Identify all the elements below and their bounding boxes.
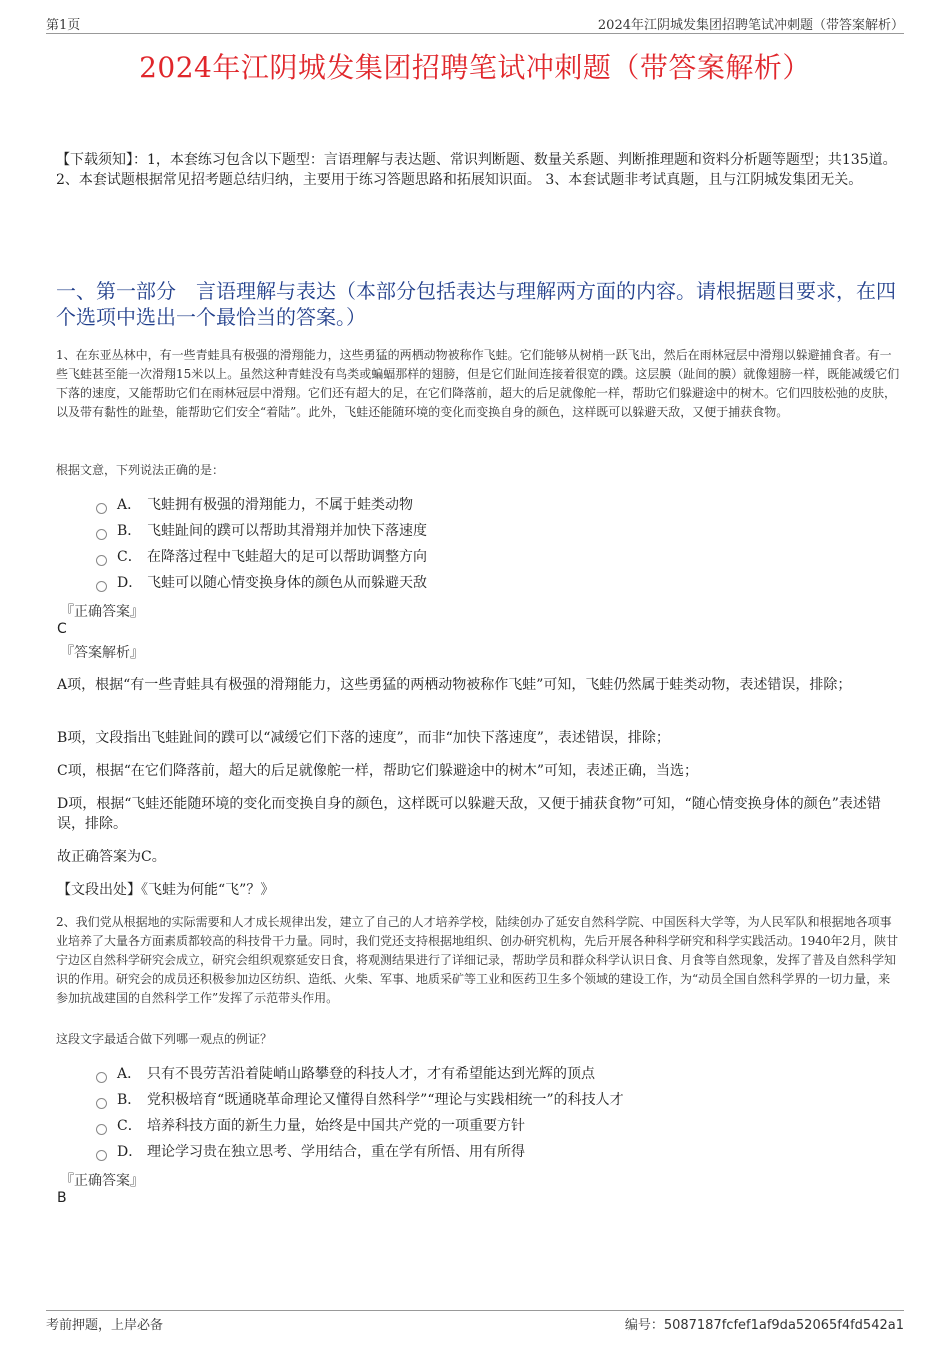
analysis-conclusion: 故正确答案为C。: [57, 849, 166, 865]
header-doc-title: 2024年江阴城发集团招聘笔试冲刺题（带答案解析）: [597, 18, 904, 33]
radio-icon[interactable]: [96, 555, 107, 566]
option-c[interactable]: C． 在降落过程中飞蛙超大的足可以帮助调整方向: [96, 544, 876, 570]
option-b[interactable]: B． 飞蛙趾间的蹼可以帮助其滑翔并加快下落速度: [96, 518, 876, 544]
analysis-b: B项，文段指出飞蛙趾间的蹼可以“减缓它们下落的速度”，而非“加快下落速度”，表述错误，排除；: [57, 730, 670, 746]
analysis-source: 【文段出处】《飞蛙为何能“飞”？》: [57, 882, 275, 898]
footer-code-label: 编号：: [624, 1318, 664, 1333]
download-notice: 【下载须知】：1，本套练习包含以下题型：言语理解与表达题、常识判断题、数量关系题、判断推理题和资料分析题等题型；共135道。 2、本套试题根据常见招考题总结归纳，主要用于练习答题思路和拓展知识面。 3、本套试题非考试真题，且与江阴城发集团无关。: [56, 152, 897, 188]
radio-icon[interactable]: [96, 1150, 107, 1161]
option-d[interactable]: D． 飞蛙可以随心情变换身体的颜色从而躲避天敌: [96, 570, 876, 596]
header-divider: [46, 33, 904, 34]
answer-value: C: [57, 621, 67, 637]
answer-label: 『正确答案』: [60, 1173, 144, 1189]
option-b[interactable]: B． 党积极培育“既通晓革命理论又懂得自然科学”“理论与实践相统一”的科技人才: [96, 1087, 876, 1113]
page-header: [46, 14, 904, 32]
option-a[interactable]: A． 飞蛙拥有极强的滑翔能力，不属于蛙类动物: [96, 492, 876, 518]
radio-icon[interactable]: [96, 503, 107, 514]
question-2-text: 2、我们党从根据地的实际需要和人才成长规律出发，建立了自己的人才培养学校，陆续创办了延安自然科学院、中国医科大学等，为人民军队和根据地各项事业培养了大量各方面素质都较高的科技骨干力量。同时，我们党还支持根据地组织、创办研究机构，先后开展各种科学研究和科学实践活动。1940年2月，陕甘宁边区自然科学研究会成立，研究会组织观察延安日食，将观测结果进行了详细记录，帮助学员和群众科学认识日食、月食等自然现象，发挥了普及自然科学知识的作用。研究会的成员还积极参加边区纺织、造纸、火柴、军事、地质采矿等工业和医药卫生多个领域的建设工作，为“动员全国自然科学界的一切力量，来参加抗战建国的自然科学工作”发挥了示范带头作用。: [56, 915, 899, 1005]
footer-slogan: 考前押题，上岸必备: [46, 1318, 164, 1333]
footer-code-value: 5087187fcfef1af9da52065f4fd542a1: [663, 1318, 904, 1333]
option-c[interactable]: C． 培养科技方面的新生力量，始终是中国共产党的一项重要方针: [96, 1113, 876, 1139]
radio-icon[interactable]: [96, 581, 107, 592]
radio-icon[interactable]: [96, 1072, 107, 1083]
question-1-stem: 根据文意，下列说法正确的是：: [56, 463, 225, 477]
footer-divider: [46, 1310, 904, 1311]
answer-label: 『正确答案』: [60, 604, 144, 620]
section-title: 一、第一部分 言语理解与表达（本部分包括表达与理解两方面的内容。请根据题目要求，在四个选项中选出一个最恰当的答案。）: [56, 279, 896, 329]
option-a[interactable]: A． 只有不畏劳苦沿着陡峭山路攀登的科技人才，才有希望能达到光辉的顶点: [96, 1061, 876, 1087]
analysis-d: D项，根据“飞蛙还能随环境的变化而变换自身的颜色，这样既可以躲避天敌，又便于捕获食物”可知，“随心情变换身体的颜色”表述错误，排除。: [57, 796, 881, 832]
question-1-options: [96, 492, 876, 596]
radio-icon[interactable]: [96, 1098, 107, 1109]
answer-value: B: [57, 1190, 67, 1206]
radio-icon[interactable]: [96, 529, 107, 540]
analysis-a: A项，根据“有一些青蛙具有极强的滑翔能力，这些勇猛的两栖动物被称作飞蛙”可知，飞蛙仍然属于蛙类动物，表述错误，排除；: [57, 677, 852, 693]
page-title: 2024年江阴城发集团招聘笔试冲刺题（带答案解析）: [139, 51, 811, 84]
footer-code: [625, 1314, 904, 1333]
page-number: 第1页: [46, 18, 81, 33]
analysis-c: C项，根据“在它们降落前，超大的后足就像舵一样，帮助它们躲避途中的树木”可知，表述正确，当选；: [57, 763, 699, 779]
question-2-stem: 这段文字最适合做下列哪一观点的例证？: [56, 1032, 273, 1046]
question-1-text: 1、在东亚丛林中，有一些青蛙具有极强的滑翔能力，这些勇猛的两栖动物被称作飞蛙。它们能够从树梢一跃飞出，然后在雨林冠层中滑翔以躲避捕食者。有一些飞蛙甚至能一次滑翔15米以上。虽然这种青蛙没有鸟类或蝙蝠那样的翅膀，但是它们趾间连接着很宽的蹼。这层膜（趾间的膜）就像翅膀一样，既能减缓它们下落的速度，又能帮助它们在雨林冠层中滑翔。它们还有超大的足，在它们降落前，超大的后足就像舵一样，帮助它们躲避途中的树木。它们四肢松弛的皮肤，以及带有黏性的趾垫，能帮助它们安全“着陆”。此外，飞蛙还能随环境的变化而变换自身的颜色，这样既可以躲避天敌，又便于捕获食物。: [56, 348, 900, 419]
radio-icon[interactable]: [96, 1124, 107, 1135]
question-2-options: [96, 1061, 876, 1165]
option-d[interactable]: D． 理论学习贵在独立思考、学用结合，重在学有所悟、用有所得: [96, 1139, 876, 1165]
analysis-label: 『答案解析』: [60, 645, 144, 661]
